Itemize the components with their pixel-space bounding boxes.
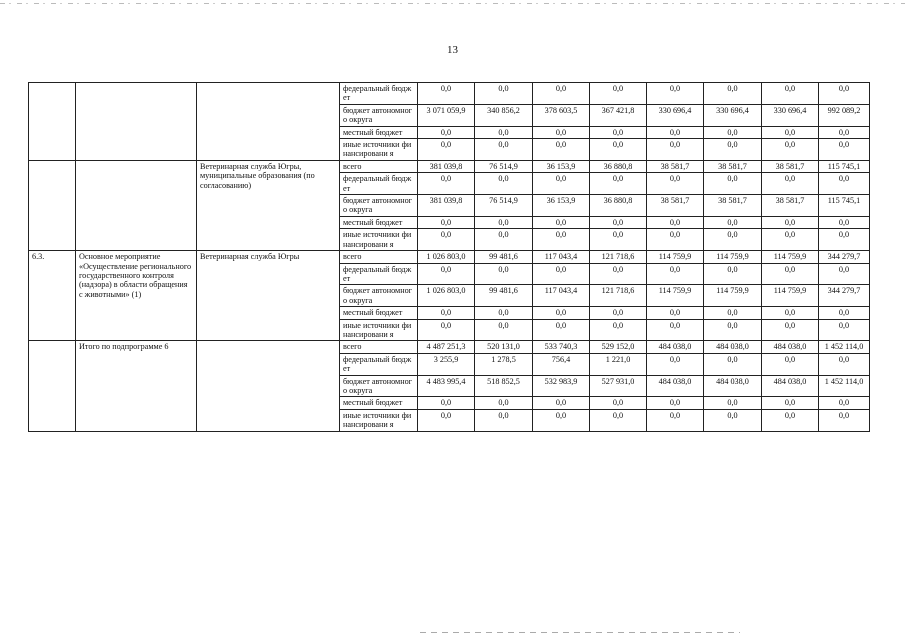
- measure-name-cell: Итого по подпрограмме 6: [76, 341, 197, 431]
- value-cell: 0,0: [647, 409, 704, 431]
- executor-cell: [197, 83, 340, 161]
- funding-source-cell: всего: [340, 251, 418, 263]
- value-cell: 4 483 995,4: [418, 375, 475, 397]
- table-body: [29, 83, 870, 432]
- value-cell: 0,0: [590, 216, 647, 228]
- page-number: 13: [447, 44, 458, 56]
- funding-source-cell: иные источники финансировани я: [340, 229, 418, 251]
- measure-name-cell: [76, 83, 197, 161]
- value-cell: 533 740,3: [533, 341, 590, 353]
- value-cell: 0,0: [762, 397, 819, 409]
- value-cell: 0,0: [418, 229, 475, 251]
- value-cell: 0,0: [418, 173, 475, 195]
- value-cell: 0,0: [762, 229, 819, 251]
- funding-source-cell: бюджет автономного округа: [340, 375, 418, 397]
- funding-source-cell: иные источники финансировани я: [340, 139, 418, 161]
- value-cell: 0,0: [647, 319, 704, 341]
- value-cell: 484 038,0: [704, 375, 762, 397]
- value-cell: 114 759,9: [704, 251, 762, 263]
- funding-source-cell: местный бюджет: [340, 216, 418, 228]
- value-cell: 0,0: [704, 263, 762, 285]
- value-cell: 0,0: [418, 83, 475, 105]
- value-cell: 0,0: [819, 409, 870, 431]
- value-cell: 38 581,7: [647, 195, 704, 217]
- value-cell: 0,0: [819, 216, 870, 228]
- value-cell: 0,0: [475, 216, 533, 228]
- value-cell: 0,0: [475, 319, 533, 341]
- value-cell: 0,0: [475, 126, 533, 138]
- value-cell: 484 038,0: [647, 341, 704, 353]
- value-cell: 117 043,4: [533, 251, 590, 263]
- value-cell: 0,0: [418, 307, 475, 319]
- value-cell: 1 278,5: [475, 353, 533, 375]
- value-cell: 99 481,6: [475, 251, 533, 263]
- value-cell: 0,0: [533, 397, 590, 409]
- funding-source-cell: федеральный бюджет: [340, 353, 418, 375]
- value-cell: 0,0: [590, 307, 647, 319]
- value-cell: 0,0: [590, 83, 647, 105]
- value-cell: 0,0: [819, 83, 870, 105]
- value-cell: 0,0: [475, 229, 533, 251]
- value-cell: 0,0: [647, 139, 704, 161]
- value-cell: 0,0: [533, 83, 590, 105]
- funding-source-cell: местный бюджет: [340, 307, 418, 319]
- value-cell: 0,0: [819, 126, 870, 138]
- row-number-cell: [29, 160, 76, 250]
- value-cell: 36 880,8: [590, 160, 647, 172]
- value-cell: 0,0: [475, 307, 533, 319]
- value-cell: 381 039,8: [418, 160, 475, 172]
- value-cell: 1 026 803,0: [418, 251, 475, 263]
- value-cell: 115 745,1: [819, 195, 870, 217]
- value-cell: 0,0: [533, 263, 590, 285]
- executor-cell: Ветеринарная служба Югры, муниципальные образования (по согласованию): [197, 160, 340, 250]
- value-cell: 0,0: [762, 216, 819, 228]
- value-cell: 0,0: [533, 216, 590, 228]
- value-cell: 0,0: [590, 397, 647, 409]
- value-cell: 121 718,6: [590, 251, 647, 263]
- value-cell: 117 043,4: [533, 285, 590, 307]
- value-cell: 76 514,9: [475, 195, 533, 217]
- value-cell: 114 759,9: [704, 285, 762, 307]
- value-cell: 0,0: [590, 229, 647, 251]
- funding-source-cell: иные источники финансировани я: [340, 409, 418, 431]
- value-cell: 0,0: [533, 319, 590, 341]
- value-cell: 330 696,4: [647, 104, 704, 126]
- value-cell: 344 279,7: [819, 251, 870, 263]
- funding-source-cell: бюджет автономного округа: [340, 285, 418, 307]
- value-cell: 0,0: [762, 307, 819, 319]
- value-cell: 381 039,8: [418, 195, 475, 217]
- funding-source-cell: всего: [340, 341, 418, 353]
- value-cell: 114 759,9: [762, 251, 819, 263]
- value-cell: 0,0: [704, 139, 762, 161]
- value-cell: 0,0: [819, 263, 870, 285]
- value-cell: 0,0: [475, 397, 533, 409]
- value-cell: 38 581,7: [704, 195, 762, 217]
- funding-source-cell: местный бюджет: [340, 126, 418, 138]
- funding-source-cell: федеральный бюджет: [340, 173, 418, 195]
- value-cell: 0,0: [647, 229, 704, 251]
- value-cell: 0,0: [704, 319, 762, 341]
- value-cell: 0,0: [819, 307, 870, 319]
- value-cell: 1 452 114,0: [819, 375, 870, 397]
- value-cell: 0,0: [533, 173, 590, 195]
- measure-name-cell: [76, 160, 197, 250]
- value-cell: 0,0: [704, 216, 762, 228]
- value-cell: 0,0: [762, 139, 819, 161]
- table-row: [29, 251, 870, 263]
- funding-source-cell: бюджет автономного округа: [340, 104, 418, 126]
- value-cell: 0,0: [533, 307, 590, 319]
- value-cell: 4 487 251,3: [418, 341, 475, 353]
- value-cell: 0,0: [590, 263, 647, 285]
- row-number-cell: [29, 83, 76, 161]
- value-cell: 0,0: [475, 83, 533, 105]
- value-cell: 992 089,2: [819, 104, 870, 126]
- value-cell: 0,0: [475, 409, 533, 431]
- value-cell: 0,0: [647, 397, 704, 409]
- funding-source-cell: бюджет автономного округа: [340, 195, 418, 217]
- value-cell: 36 153,9: [533, 195, 590, 217]
- value-cell: 0,0: [762, 353, 819, 375]
- value-cell: 0,0: [647, 173, 704, 195]
- value-cell: 0,0: [647, 353, 704, 375]
- value-cell: 378 603,5: [533, 104, 590, 126]
- value-cell: 0,0: [533, 409, 590, 431]
- funding-source-cell: всего: [340, 160, 418, 172]
- value-cell: 38 581,7: [762, 160, 819, 172]
- value-cell: 0,0: [819, 397, 870, 409]
- value-cell: 36 880,8: [590, 195, 647, 217]
- value-cell: 340 856,2: [475, 104, 533, 126]
- value-cell: 0,0: [590, 139, 647, 161]
- value-cell: 36 153,9: [533, 160, 590, 172]
- funding-source-cell: иные источники финансировани я: [340, 319, 418, 341]
- value-cell: 0,0: [704, 353, 762, 375]
- value-cell: 0,0: [762, 83, 819, 105]
- value-cell: 99 481,6: [475, 285, 533, 307]
- budget-table: [28, 82, 870, 432]
- value-cell: 121 718,6: [590, 285, 647, 307]
- value-cell: 0,0: [475, 139, 533, 161]
- scan-artifact-bottom: [420, 632, 740, 633]
- value-cell: 0,0: [590, 409, 647, 431]
- value-cell: 0,0: [819, 229, 870, 251]
- value-cell: 114 759,9: [762, 285, 819, 307]
- funding-source-cell: федеральный бюджет: [340, 83, 418, 105]
- value-cell: 0,0: [704, 126, 762, 138]
- value-cell: 0,0: [533, 229, 590, 251]
- table-row: [29, 160, 870, 172]
- funding-source-cell: местный бюджет: [340, 397, 418, 409]
- value-cell: 114 759,9: [647, 285, 704, 307]
- funding-source-cell: федеральный бюджет: [340, 263, 418, 285]
- value-cell: 0,0: [418, 216, 475, 228]
- row-number-cell: 6.3.: [29, 251, 76, 341]
- value-cell: 756,4: [533, 353, 590, 375]
- value-cell: 0,0: [704, 307, 762, 319]
- value-cell: 0,0: [762, 319, 819, 341]
- value-cell: 532 983,9: [533, 375, 590, 397]
- value-cell: 0,0: [533, 139, 590, 161]
- executor-cell: Ветеринарная служба Югры: [197, 251, 340, 341]
- value-cell: 0,0: [704, 173, 762, 195]
- value-cell: 0,0: [418, 409, 475, 431]
- value-cell: 518 852,5: [475, 375, 533, 397]
- value-cell: 330 696,4: [762, 104, 819, 126]
- value-cell: 0,0: [704, 397, 762, 409]
- value-cell: 0,0: [647, 83, 704, 105]
- measure-name-cell: Основное мероприятие «Осуществление регионального государственного контроля (надзора) в области обращения с животными» (1): [76, 251, 197, 341]
- scan-artifact-top: [0, 3, 905, 4]
- value-cell: 1 026 803,0: [418, 285, 475, 307]
- value-cell: 0,0: [704, 229, 762, 251]
- value-cell: 114 759,9: [647, 251, 704, 263]
- value-cell: 484 038,0: [762, 375, 819, 397]
- value-cell: 0,0: [762, 263, 819, 285]
- executor-cell: [197, 341, 340, 431]
- value-cell: 484 038,0: [704, 341, 762, 353]
- value-cell: 38 581,7: [704, 160, 762, 172]
- value-cell: 1 452 114,0: [819, 341, 870, 353]
- value-cell: 38 581,7: [647, 160, 704, 172]
- value-cell: 0,0: [418, 319, 475, 341]
- value-cell: 520 131,0: [475, 341, 533, 353]
- value-cell: 0,0: [418, 397, 475, 409]
- value-cell: 38 581,7: [762, 195, 819, 217]
- value-cell: 0,0: [533, 126, 590, 138]
- value-cell: 0,0: [819, 319, 870, 341]
- table-row: [29, 83, 870, 105]
- value-cell: 0,0: [475, 173, 533, 195]
- value-cell: 0,0: [762, 409, 819, 431]
- value-cell: 330 696,4: [704, 104, 762, 126]
- value-cell: 344 279,7: [819, 285, 870, 307]
- value-cell: 484 038,0: [647, 375, 704, 397]
- value-cell: 0,0: [819, 173, 870, 195]
- value-cell: 115 745,1: [819, 160, 870, 172]
- value-cell: 0,0: [762, 173, 819, 195]
- value-cell: 0,0: [704, 409, 762, 431]
- value-cell: 0,0: [418, 263, 475, 285]
- value-cell: 0,0: [704, 83, 762, 105]
- value-cell: 0,0: [418, 139, 475, 161]
- value-cell: 0,0: [418, 126, 475, 138]
- value-cell: 3 071 059,9: [418, 104, 475, 126]
- value-cell: 527 931,0: [590, 375, 647, 397]
- value-cell: 0,0: [647, 216, 704, 228]
- value-cell: 0,0: [590, 126, 647, 138]
- value-cell: 0,0: [819, 353, 870, 375]
- value-cell: 484 038,0: [762, 341, 819, 353]
- table-row: [29, 341, 870, 353]
- value-cell: 529 152,0: [590, 341, 647, 353]
- value-cell: 0,0: [647, 263, 704, 285]
- value-cell: 0,0: [647, 307, 704, 319]
- value-cell: 0,0: [819, 139, 870, 161]
- value-cell: 1 221,0: [590, 353, 647, 375]
- value-cell: 0,0: [762, 126, 819, 138]
- value-cell: 0,0: [590, 319, 647, 341]
- row-number-cell: [29, 341, 76, 431]
- value-cell: 367 421,8: [590, 104, 647, 126]
- value-cell: 0,0: [647, 126, 704, 138]
- value-cell: 0,0: [590, 173, 647, 195]
- value-cell: 3 255,9: [418, 353, 475, 375]
- value-cell: 0,0: [475, 263, 533, 285]
- value-cell: 76 514,9: [475, 160, 533, 172]
